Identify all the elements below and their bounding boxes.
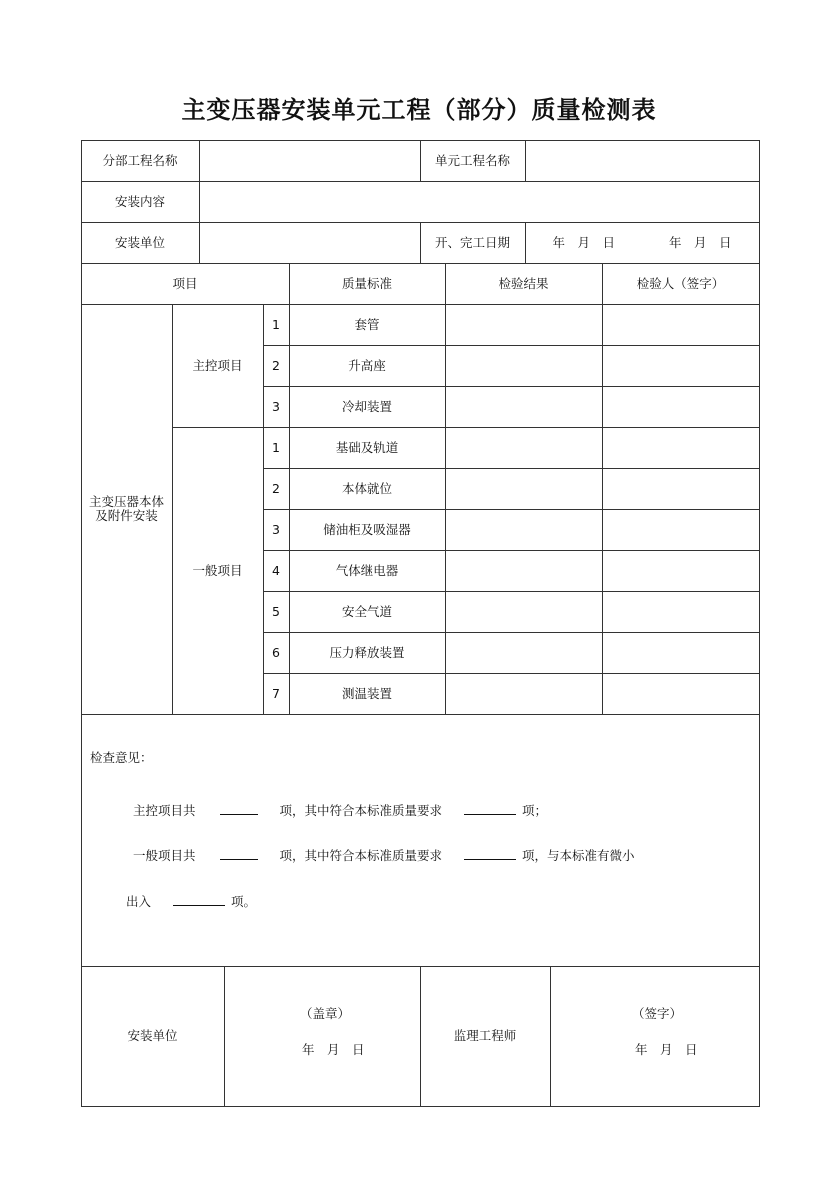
opinion-line-1 xyxy=(133,801,547,819)
item-standard-text: 气体继电器 xyxy=(335,562,399,578)
item-inspector-field[interactable] xyxy=(602,468,760,510)
opinion-text: 出入 xyxy=(126,894,152,909)
item-number-text: 1 xyxy=(272,439,280,455)
seal-label: （盖章） xyxy=(300,1006,351,1021)
item-number xyxy=(263,632,290,674)
main-group-label-text: 主控项目 xyxy=(192,357,243,373)
item-result-field[interactable] xyxy=(445,345,603,387)
sub-project-label xyxy=(81,140,200,182)
item-standard-text: 基础及轨道 xyxy=(335,439,399,455)
supervisor-sign-area[interactable] xyxy=(550,966,760,1107)
unit-project-field[interactable] xyxy=(525,140,760,182)
item-standard-text: 本体就位 xyxy=(341,480,392,496)
item-number-text: 7 xyxy=(272,685,280,701)
main-pass-blank[interactable] xyxy=(464,802,516,815)
column-header-standard xyxy=(289,263,446,305)
item-number-text: 4 xyxy=(272,562,280,578)
column-header-item-text: 项目 xyxy=(172,275,198,291)
column-header-inspector xyxy=(602,263,760,305)
column-header-standard-text: 质量标准 xyxy=(341,275,392,291)
item-inspector-field[interactable] xyxy=(602,673,760,715)
item-standard xyxy=(289,550,446,592)
item-inspector-field[interactable] xyxy=(602,591,760,633)
item-number-text: 5 xyxy=(272,603,280,619)
item-result-field[interactable] xyxy=(445,591,603,633)
item-result-field[interactable] xyxy=(445,509,603,551)
opinion-text: 一般项目共 xyxy=(133,848,196,863)
column-header-result xyxy=(445,263,603,305)
item-result-field[interactable] xyxy=(445,468,603,510)
opinion-text: 项； xyxy=(521,803,547,818)
installer-date: 年 月 日 xyxy=(302,1042,365,1057)
item-result-field[interactable] xyxy=(445,673,603,715)
item-inspector-field[interactable] xyxy=(602,345,760,387)
item-inspector-field[interactable] xyxy=(602,550,760,592)
item-result-field[interactable] xyxy=(445,632,603,674)
installer-seal-area[interactable] xyxy=(224,966,421,1107)
item-standard-text: 冷却装置 xyxy=(341,398,392,414)
item-number-text: 1 xyxy=(272,316,280,332)
column-header-item xyxy=(81,263,290,305)
item-number xyxy=(263,673,290,715)
signoff-installer-label-text: 安装单位 xyxy=(127,1028,178,1043)
dates-label-text: 开、完工日期 xyxy=(434,234,510,250)
item-standard-text: 套管 xyxy=(354,316,380,332)
opinion-text: 主控项目共 xyxy=(133,803,196,818)
item-standard xyxy=(289,632,446,674)
main-total-blank[interactable] xyxy=(220,802,258,815)
item-result-field[interactable] xyxy=(445,386,603,428)
item-standard-text: 储油柜及吸湿器 xyxy=(323,521,411,537)
section-label xyxy=(81,304,173,715)
item-inspector-field[interactable] xyxy=(602,509,760,551)
unit-project-label xyxy=(420,140,526,182)
opinion-line-3 xyxy=(126,892,256,910)
item-number xyxy=(263,427,290,469)
item-inspector-field[interactable] xyxy=(602,632,760,674)
item-result-field[interactable] xyxy=(445,550,603,592)
item-number-text: 2 xyxy=(272,357,280,373)
opinion-label: 检查意见： xyxy=(90,750,153,765)
sub-project-label-text: 分部工程名称 xyxy=(102,152,178,168)
item-standard xyxy=(289,304,446,346)
page-title: 主变压器安装单元工程（部分）质量检测表 xyxy=(181,96,657,124)
opinion-text: 项，其中符合本标准质量要求 xyxy=(279,848,442,863)
item-standard-text: 压力释放装置 xyxy=(329,644,405,660)
item-number-text: 3 xyxy=(272,398,280,414)
column-header-result-text: 检验结果 xyxy=(498,275,549,291)
item-number xyxy=(263,386,290,428)
dates-label xyxy=(420,222,526,264)
item-standard-text: 升高座 xyxy=(348,357,386,373)
item-result-field[interactable] xyxy=(445,304,603,346)
item-standard xyxy=(289,468,446,510)
general-group-label xyxy=(172,427,264,715)
item-standard xyxy=(289,427,446,469)
item-number xyxy=(263,550,290,592)
general-group-label-text: 一般项目 xyxy=(192,562,243,578)
installer-label-text: 安装单位 xyxy=(114,234,165,250)
item-number-text: 6 xyxy=(272,644,280,660)
unit-project-label-text: 单元工程名称 xyxy=(434,152,510,168)
date-text: 年 月 日 xyxy=(552,234,615,250)
item-number xyxy=(263,345,290,387)
item-number xyxy=(263,509,290,551)
column-header-inspector-text: 检验人（签字） xyxy=(636,275,725,291)
opinion-text: 项，其中符合本标准质量要求 xyxy=(279,803,442,818)
installer-label xyxy=(81,222,200,264)
item-standard xyxy=(289,591,446,633)
content-label-text: 安装内容 xyxy=(114,193,165,209)
item-number xyxy=(263,304,290,346)
signoff-supervisor-label-text: 监理工程师 xyxy=(453,1028,517,1043)
item-number xyxy=(263,591,290,633)
main-group-label xyxy=(172,304,264,428)
section-label-text: 主变压器本体及附件安装 xyxy=(88,494,164,523)
item-inspector-field[interactable] xyxy=(602,304,760,346)
item-standard xyxy=(289,345,446,387)
opinion-text: 项。 xyxy=(230,894,256,909)
deviation-blank[interactable] xyxy=(173,893,225,906)
sub-project-field[interactable] xyxy=(199,140,421,182)
item-number xyxy=(263,468,290,510)
item-standard xyxy=(289,673,446,715)
opinion-box xyxy=(81,714,760,967)
supervisor-date: 年 月 日 xyxy=(635,1042,698,1057)
signoff-installer-label xyxy=(81,966,225,1107)
opinion-text: 项，与本标准有微小 xyxy=(521,848,635,863)
item-standard xyxy=(289,509,446,551)
installer-field[interactable] xyxy=(199,222,421,264)
item-result-field[interactable] xyxy=(445,427,603,469)
sign-label: （签字） xyxy=(632,1006,683,1021)
item-inspector-field[interactable] xyxy=(602,386,760,428)
item-number-text: 2 xyxy=(272,480,280,496)
item-standard-text: 测温装置 xyxy=(341,685,392,701)
general-total-blank[interactable] xyxy=(220,847,258,860)
item-inspector-field[interactable] xyxy=(602,427,760,469)
dates-field[interactable] xyxy=(525,222,760,264)
content-label xyxy=(81,181,200,223)
item-standard-text: 安全气道 xyxy=(341,603,392,619)
signoff-supervisor-label xyxy=(420,966,551,1107)
general-pass-blank[interactable] xyxy=(464,847,516,860)
item-number-text: 3 xyxy=(272,521,280,537)
item-standard xyxy=(289,386,446,428)
opinion-line-2 xyxy=(133,846,634,864)
content-field[interactable] xyxy=(199,181,760,223)
date-text: 年 月 日 xyxy=(668,234,732,250)
